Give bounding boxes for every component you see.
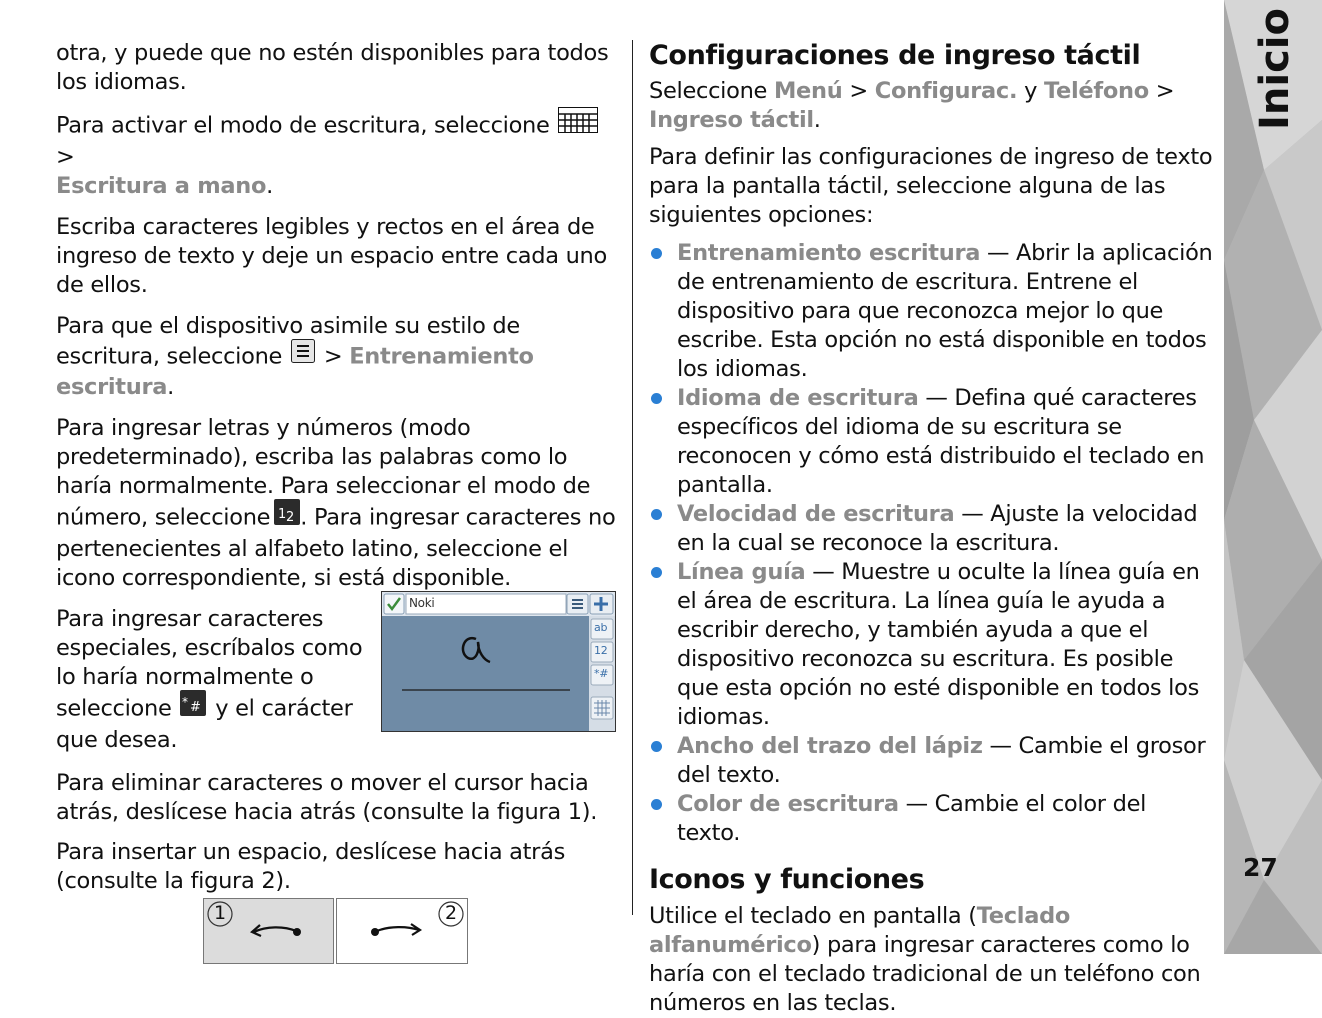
gesture-figures (203, 898, 469, 964)
symbol-mode-icon (180, 690, 206, 724)
figure-1 (203, 898, 334, 964)
paragraph-space: Para insertar un espacio, deslícese hacia atrás (consulte la figura 2). (56, 839, 566, 894)
options-menu-icon (291, 339, 315, 371)
figure-2-label: 2 (445, 902, 457, 924)
list-item: Color de escritura — Cambie el color del texto. (649, 790, 1214, 848)
paragraph-legible: Escriba caracteres legibles y rectos en el área de ingreso de texto y deje un espacio entre cada uno de ellos. (56, 214, 607, 298)
paragraph-icons-functions: Utilice el teclado en pantalla (Teclado alfanumérico) para ingresar caracteres como lo haría con el teclado tradicional de un teléfono con números en las teclas. (649, 903, 1201, 1016)
svg-text:1: 1 (278, 507, 287, 522)
link-teclado-alfanumerico: Teclado alfanumérico (649, 903, 1071, 958)
list-item: Velocidad de escritura — Ajuste la velocidad en la cual se reconoce la escritura. (649, 500, 1214, 558)
bullet-icon (651, 393, 662, 404)
keyboard-grid-icon (558, 107, 598, 141)
bullet-icon (651, 741, 662, 752)
page-number: 27 (1243, 853, 1278, 882)
heading-touch-input-settings: Configuraciones de ingreso táctil (649, 40, 1141, 71)
list-item: Idioma de escritura — Defina qué caracteres específicos del idioma de su escritura se reconocen y cómo está distribuido el teclado en pantalla. (649, 384, 1214, 500)
bullet-icon (651, 567, 662, 578)
paragraph-continuation: otra, y puede que no estén disponibles para todos los idiomas. (56, 40, 609, 95)
screenshot-sym-key: *# (594, 667, 609, 680)
heading-icons-functions: Iconos y funciones (649, 864, 925, 895)
link-escritura-a-mano: Escritura a mano (56, 173, 267, 199)
right-column (649, 39, 1214, 1018)
section-tab-label: Inicio (1252, 8, 1298, 130)
paragraph-activate-writing: Para activar el modo de escritura, seleccione > Escritura a mano. (56, 109, 618, 201)
paragraph-settings-intro: Para definir las configuraciones de ingreso de texto para la pantalla táctil, seleccione alguna de las siguientes opciones: (649, 144, 1213, 228)
figure-2 (336, 898, 468, 964)
bullet-icon (651, 799, 662, 810)
paragraph-special-chars: Para ingresar caracteres especiales, escríbalos como lo haría normalmente o seleccione * # y el carácter que desea. (56, 606, 363, 753)
list-item: Ancho del trazo del lápiz — Cambie el grosor del texto. (649, 732, 1214, 790)
bullet-icon (651, 509, 662, 520)
screenshot-num-key: 12 (594, 644, 608, 657)
screenshot-input-text: Noki (409, 596, 435, 610)
screenshot-abc-key: ab (594, 621, 608, 634)
handwriting-screenshot (381, 591, 616, 732)
svg-text:2: 2 (286, 510, 295, 525)
list-item: Entrenamiento escritura — Abrir la aplicación de entrenamiento de escritura. Entrene el dispositivo para que reconozca mejor lo que escribe. Esta opción no está disponible en todos los idiomas. (649, 239, 1214, 384)
paragraph-menu-path: Seleccione Menú > Configurac. y Teléfono > Ingreso táctil. (649, 78, 1175, 133)
paragraph-delete: Para eliminar caracteres o mover el cursor hacia atrás, deslícese hacia atrás (consulte la figura 1). (56, 770, 598, 825)
column-divider (632, 40, 633, 915)
svg-text:#: # (190, 700, 201, 715)
svg-text:*: * (182, 695, 189, 709)
list-item: Línea guía — Muestre u oculte la línea guía en el área de escritura. La línea guía le ayuda a escribir derecho, y también ayuda a que el dispositivo reconozca su escritura. Es posible que esta opción no esté disponible en todos los idiomas. (649, 558, 1214, 732)
link-entrenamiento-escritura: Entrenamiento escritura (56, 343, 534, 400)
special-chars-block (56, 596, 618, 759)
settings-options-list (649, 239, 1214, 848)
figure-1-label: 1 (214, 902, 226, 924)
paragraph-training: Para que el dispositivo asimile su estilo de escritura, seleccione > Entrenamiento escritura. (56, 313, 534, 400)
section-tab (1224, 0, 1322, 160)
link-configurac: Configurac. (874, 78, 1018, 104)
number-mode-icon (274, 499, 300, 533)
link-ingreso-tactil: Ingreso táctil (649, 107, 814, 133)
link-menu: Menú (773, 78, 843, 104)
left-column (56, 39, 618, 964)
link-telefono: Teléfono (1043, 78, 1149, 104)
bullet-icon (651, 248, 662, 259)
paragraph-number-mode: Para ingresar letras y números (modo predeterminado), escriba las palabras como lo haría normalmente. Para seleccionar el modo de número, seleccione 1 2 . Para ingresar caracteres no pertenecientes al alfabeto latino, seleccione el icono correspondiente, si está disponible. (56, 415, 616, 591)
